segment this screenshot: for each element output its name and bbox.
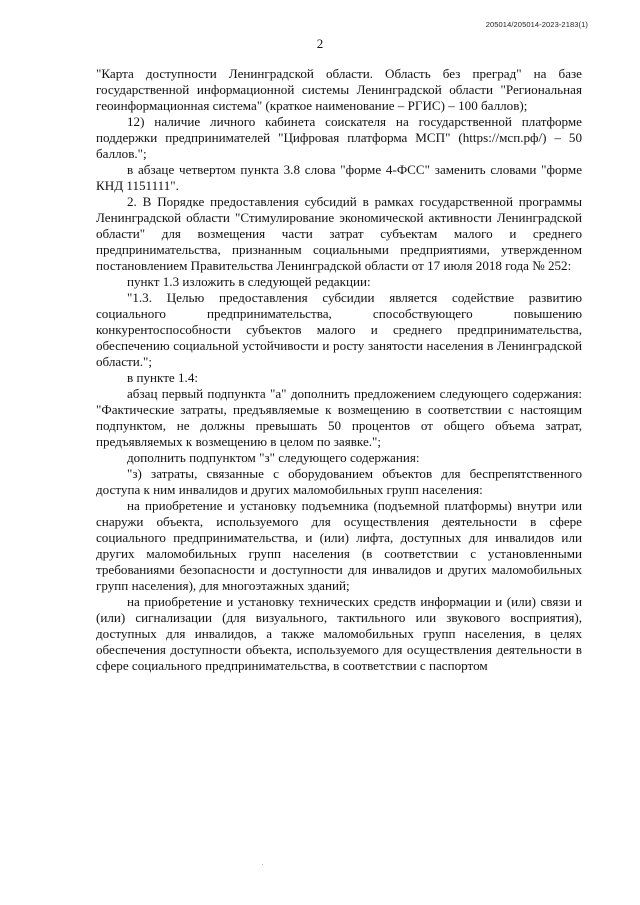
paragraph-item-12: 12) наличие личного кабинета соискателя на государственной платформе поддержки предпринимателей "Цифровая платформа МСП" (https://мсп.рф/) – 50 баллов."; <box>96 114 582 161</box>
paragraph-subclause-z-text: "з) затраты, связанные с оборудованием объектов для беспрепятственного доступа к ним инвалидов и других маломобильных групп населения: <box>96 466 582 497</box>
document-id: 205014/205014-2023-2183(1) <box>485 20 588 29</box>
paragraph-lift: на приобретение и установку подъемника (подъемной платформы) внутри или снаружи объекта, используемого для осуществления деятельности в сфере социального предпринимательства, и (или) лифта, доступных для инвалидов или других маломобильных групп населения (в соответствии с установленными требованиями безопасности и доступности для инвалидов и других маломобильных групп населения), для многоэтажных зданий; <box>96 498 582 593</box>
paragraph-clause-3-8: в абзаце четвертом пункта 3.8 слова "форме 4-ФСС" заменить словами "форме КНД 1151111". <box>96 162 582 193</box>
paragraph-clause-1-4-intro: в пункте 1.4: <box>127 370 199 385</box>
paragraph-section-2: 2. В Порядке предоставления субсидий в рамках государственной программы Ленинградской области "Стимулирование экономической активности Ленинградской области" для возмещения части затрат субъектам малого и среднего предпринимательства, признанным социальными предприятиями, утвержденном постановлением Правительства Ленинградской области от 17 июля 2018 года № 252: <box>96 194 582 273</box>
document-body <box>96 66 582 674</box>
page-number: 2 <box>316 36 324 51</box>
paragraph-clause-1-3-text: "1.3. Целью предоставления субсидии является содействие развитию социального предпринимательства, способствующего повышению конкурентоспособности субъектов малого и среднего предпринимательства, обеспечению социальной устойчивости и росту занятости населения в Ленинградской области."; <box>96 290 582 369</box>
paragraph-subclause-z-intro: дополнить подпунктом "з" следующего содержания: <box>127 450 420 465</box>
paragraph-clause-1-3-intro: пункт 1.3 изложить в следующей редакции: <box>127 274 371 289</box>
paragraph-rgis-continuation: "Карта доступности Ленинградской области. Область без преград" на базе государственной информационной системы Ленинградской области "Региональная геоинформационная система" (краткое наименование – РГИС) – 100 баллов); <box>96 66 582 113</box>
scan-speck <box>262 864 263 865</box>
paragraph-technical-means: на приобретение и установку технических средств информации и (или) связи и (или) сигнализации (для визуального, тактильного или звукового восприятия), доступных для инвалидов, а также маломобильных групп населения, в целях обеспечения доступности объекта, используемого для осуществления деятельности в сфере социального предпринимательства, в соответствии с паспортом <box>96 594 582 673</box>
paragraph-subclause-a: абзац первый подпункта "а" дополнить предложением следующего содержания: "Фактические затраты, предъявляемые к возмещению в соответствии с настоящим подпунктом, не должны превышать 50 процентов от общего объема затрат, предъявляемых к возмещению в целом по заявке."; <box>96 386 582 449</box>
